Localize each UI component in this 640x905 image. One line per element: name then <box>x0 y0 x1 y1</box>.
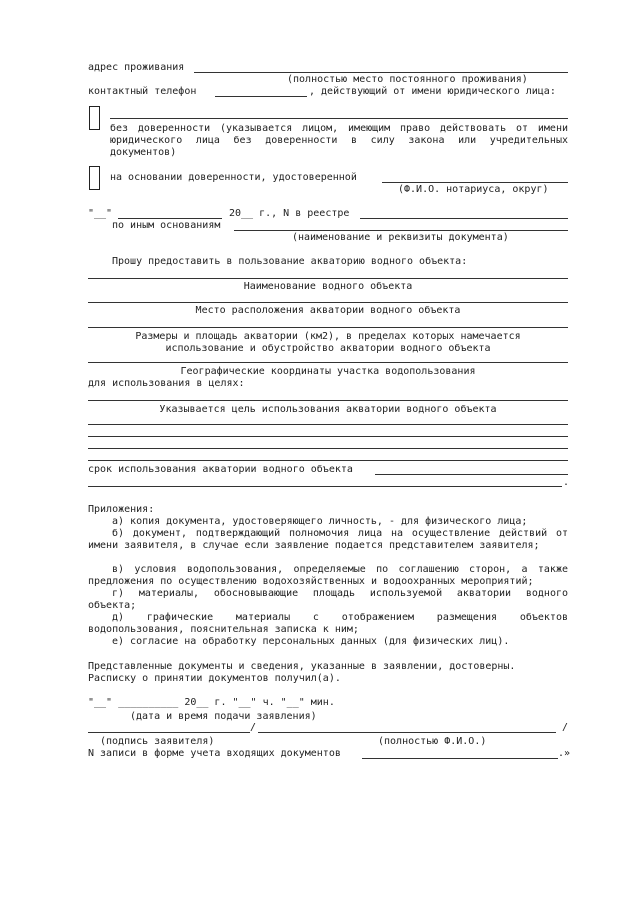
geo-coordinates-field[interactable] <box>88 362 568 363</box>
request-text: Прошу предоставить в пользование акваторию водного объекта: <box>112 256 468 267</box>
size-area-caption-line1: Размеры и площадь акватории (км2), в пределах которых намечается <box>135 331 521 342</box>
notary-caption: (Ф.И.О. нотариуса, округ) <box>398 184 549 195</box>
purpose-field[interactable] <box>88 400 568 401</box>
term-label: срок использования акватории водного объекта <box>88 464 353 475</box>
address-field[interactable] <box>194 72 568 73</box>
signature-caption: (подпись заявителя) <box>100 736 215 747</box>
registry-number-field[interactable] <box>360 218 568 219</box>
purpose-line-3[interactable] <box>88 448 568 449</box>
proxy-day: "__" <box>88 208 113 219</box>
checkbox-without-proxy[interactable] <box>89 106 100 130</box>
option-without-proxy-text: без доверенности (указывается лицом, имеющим право действовать от имени юридического лица без доверенности в силу закона или учредительных документов) <box>110 123 568 158</box>
notary-field[interactable] <box>382 182 568 183</box>
size-area-field[interactable] <box>88 327 568 328</box>
attachment-e: е) согласие на обработку персональных данных (для физических лиц). <box>112 636 510 647</box>
declaration-line1: Представленные документы и сведения, указанные в заявлении, достоверны. <box>88 661 516 672</box>
attachments-title: Приложения: <box>88 504 155 515</box>
submission-caption: (дата и время подачи заявления) <box>130 711 317 722</box>
term-field-1[interactable] <box>375 474 568 475</box>
registry-entry-field[interactable] <box>362 758 558 759</box>
acting-text: , действующий от имени юридического лица: <box>309 86 556 97</box>
registry-label: N записи в форме учета входящих документов <box>88 748 341 759</box>
fullname-caption: (полностью Ф.И.О.) <box>378 736 487 747</box>
purpose-line-1[interactable] <box>88 424 568 425</box>
submission-date: "__" __________ 20__ г. "__" ч. "__" мин. <box>88 697 335 708</box>
other-grounds-label: по иным основаниям <box>112 220 221 231</box>
declaration-line2: Расписку о принятии документов получил(а). <box>88 673 341 684</box>
term-field-2[interactable] <box>88 486 562 487</box>
geo-coordinates-caption: Географические координаты участка водопользования <box>180 366 476 377</box>
document-caption: (наименование и реквизиты документа) <box>292 232 509 243</box>
water-body-name-caption: Наименование водного объекта <box>243 281 413 292</box>
phone-label: контактный телефон <box>88 86 197 97</box>
proxy-year-registry: 20__ г., N в реестре <box>229 208 350 219</box>
water-body-name-field[interactable] <box>88 278 568 279</box>
purpose-caption: Указывается цель использования акватории водного объекта <box>159 404 497 415</box>
water-body-location-caption: Место расположения акватории водного объекта <box>195 305 461 316</box>
option-with-proxy-text: на основании доверенности, удостоверенной <box>110 172 357 183</box>
fullname-field[interactable] <box>258 732 556 733</box>
attachment-d: д) графические материалы с отображением размещения объектов водопользования, пояснительная записка к ним; <box>88 612 568 635</box>
phone-field[interactable] <box>215 96 307 97</box>
registry-end: .» <box>558 748 571 759</box>
attachment-v: в) условия водопользования, определяемые по соглашению сторон, а также предложения по осуществлению водохозяйственных и водоохранных мероприятий; <box>88 564 568 587</box>
purpose-label: для использования в целях: <box>88 378 245 389</box>
purpose-line-4[interactable] <box>88 460 568 461</box>
address-caption: (полностью место постоянного проживания) <box>287 74 528 85</box>
signature-field[interactable] <box>88 732 250 733</box>
size-area-caption-line2: использование и обустройство акватории водного объекта <box>165 343 491 354</box>
separator-line <box>110 118 568 119</box>
address-label: адрес проживания <box>88 62 185 73</box>
proxy-month-field[interactable] <box>118 218 222 219</box>
purpose-line-2[interactable] <box>88 436 568 437</box>
attachment-b: б) документ, подтверждающий полномочия лица на осуществление действий от имени заявителя, в случае если заявление подается представителем заявителя; <box>88 528 568 551</box>
attachment-a: а) копия документа, удостоверяющего личность, - для физического лица; <box>112 516 528 527</box>
attachment-g: г) материалы, обосновывающие площадь используемой акватории водного объекта; <box>88 588 568 611</box>
checkbox-with-proxy[interactable] <box>89 166 100 190</box>
water-body-location-field[interactable] <box>88 302 568 303</box>
other-grounds-field[interactable] <box>234 230 568 231</box>
